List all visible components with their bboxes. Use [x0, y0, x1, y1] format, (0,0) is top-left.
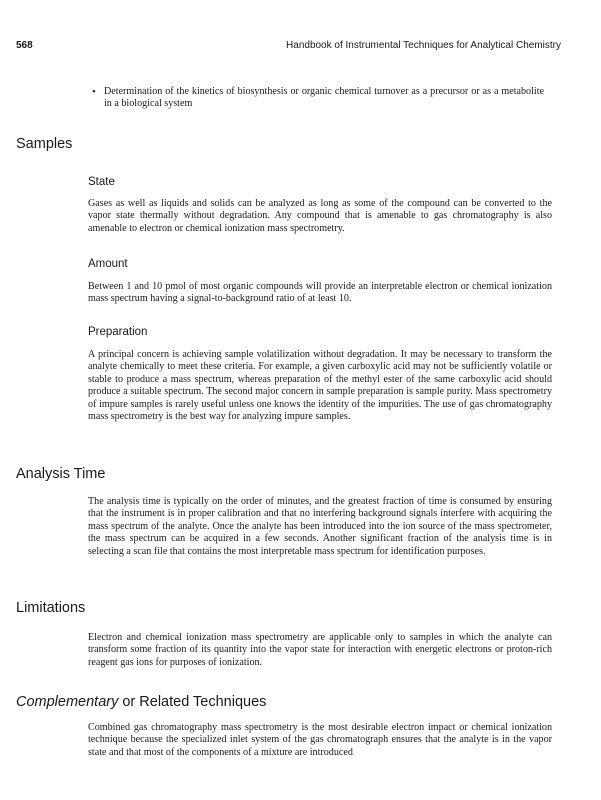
paragraph-preparation-text: A principal concern is achieving sample volatilization without degradation. It may be necessary to transform the analyte chemically to meet these criteria. For example, a given carboxylic acid may not be sufficiently volatile or stable to produce a mass spectrum, whereas preparation of the methyl ester of the same carboxylic acid should produce a suitable spectrum. The second major concern in sample preparation is sample purity. Mass spectrometry of impure samples is rarely useful unless one knows the identity of the impurities. The use of gas chromatography mass spectrometry is the best way for analyzing impure samples.: [88, 349, 552, 423]
bullet-item: [92, 86, 544, 111]
paragraph-complementary: [88, 722, 552, 759]
running-head: Handbook of Instrumental Techniques for Analytical Chemistry: [286, 40, 561, 51]
section-heading-complementary-italic: Complementary: [16, 694, 119, 710]
section-heading-analysis-time: Analysis Time: [16, 466, 106, 482]
subheading-preparation: Preparation: [88, 326, 148, 338]
page-number: 568: [16, 40, 33, 51]
paragraph-state: [88, 198, 552, 235]
paragraph-state-text: Gases as well as liquids and solids can be analyzed as long as some of the compound can be converted to the vapor state thermally without degradation. Any compound that is amenable to gas chromatography is also amenable to electron or chemical ionization mass spectrometry.: [88, 198, 552, 234]
subheading-amount: Amount: [88, 258, 128, 270]
bullet-text: Determination of the kinetics of biosynthesis or organic chemical turnover as a precursor or as a metabolite in a biological system: [104, 86, 544, 110]
paragraph-limitations: [88, 632, 552, 669]
paragraph-complementary-text: Combined gas chromatography mass spectrometry is the most desirable electron impact or chemical ionization technique because the specialized inlet system of the gas chromatograph ensures that the analyte is in the vapor state and that most of the components of a mixture are introduced: [88, 722, 552, 758]
subheading-state: State: [88, 176, 115, 188]
paragraph-amount: [88, 281, 552, 306]
paragraph-amount-text: Between 1 and 10 pmol of most organic compounds will provide an interpretable electron or chemical ionization mass spectrum having a signal-to-background ratio of at least 10.: [88, 281, 552, 305]
section-heading-limitations: Limitations: [16, 600, 86, 616]
bullet-marker: •: [92, 86, 96, 98]
paragraph-limitations-text: Electron and chemical ionization mass spectrometry are applicable only to samples in which the analyte can transform some fraction of its quantity into the vapor state for interaction with energetic electrons or proton-rich reagent gas ions for purposes of ionization.: [88, 632, 552, 668]
paragraph-analysis-time-text: The analysis time is typically on the order of minutes, and the greatest fraction of time is consumed by ensuring that the instrument is in proper calibration and that no interfering background signals interfere with acquiring the mass spectrum of the analyte. Once the analyte has been introduced into the ion source of the mass spectrometer, the mass spectrum can be acquired in a few seconds. Another significant fraction of the analysis time is in selecting a scan file that contains the most interpretable mass spectrum for identification purposes.: [88, 496, 552, 557]
section-heading-samples: Samples: [16, 136, 73, 152]
section-heading-complementary: [16, 694, 266, 710]
paragraph-analysis-time: [88, 496, 552, 558]
section-heading-complementary-rest: or Related Techniques: [118, 694, 267, 710]
paragraph-preparation: [88, 349, 552, 423]
